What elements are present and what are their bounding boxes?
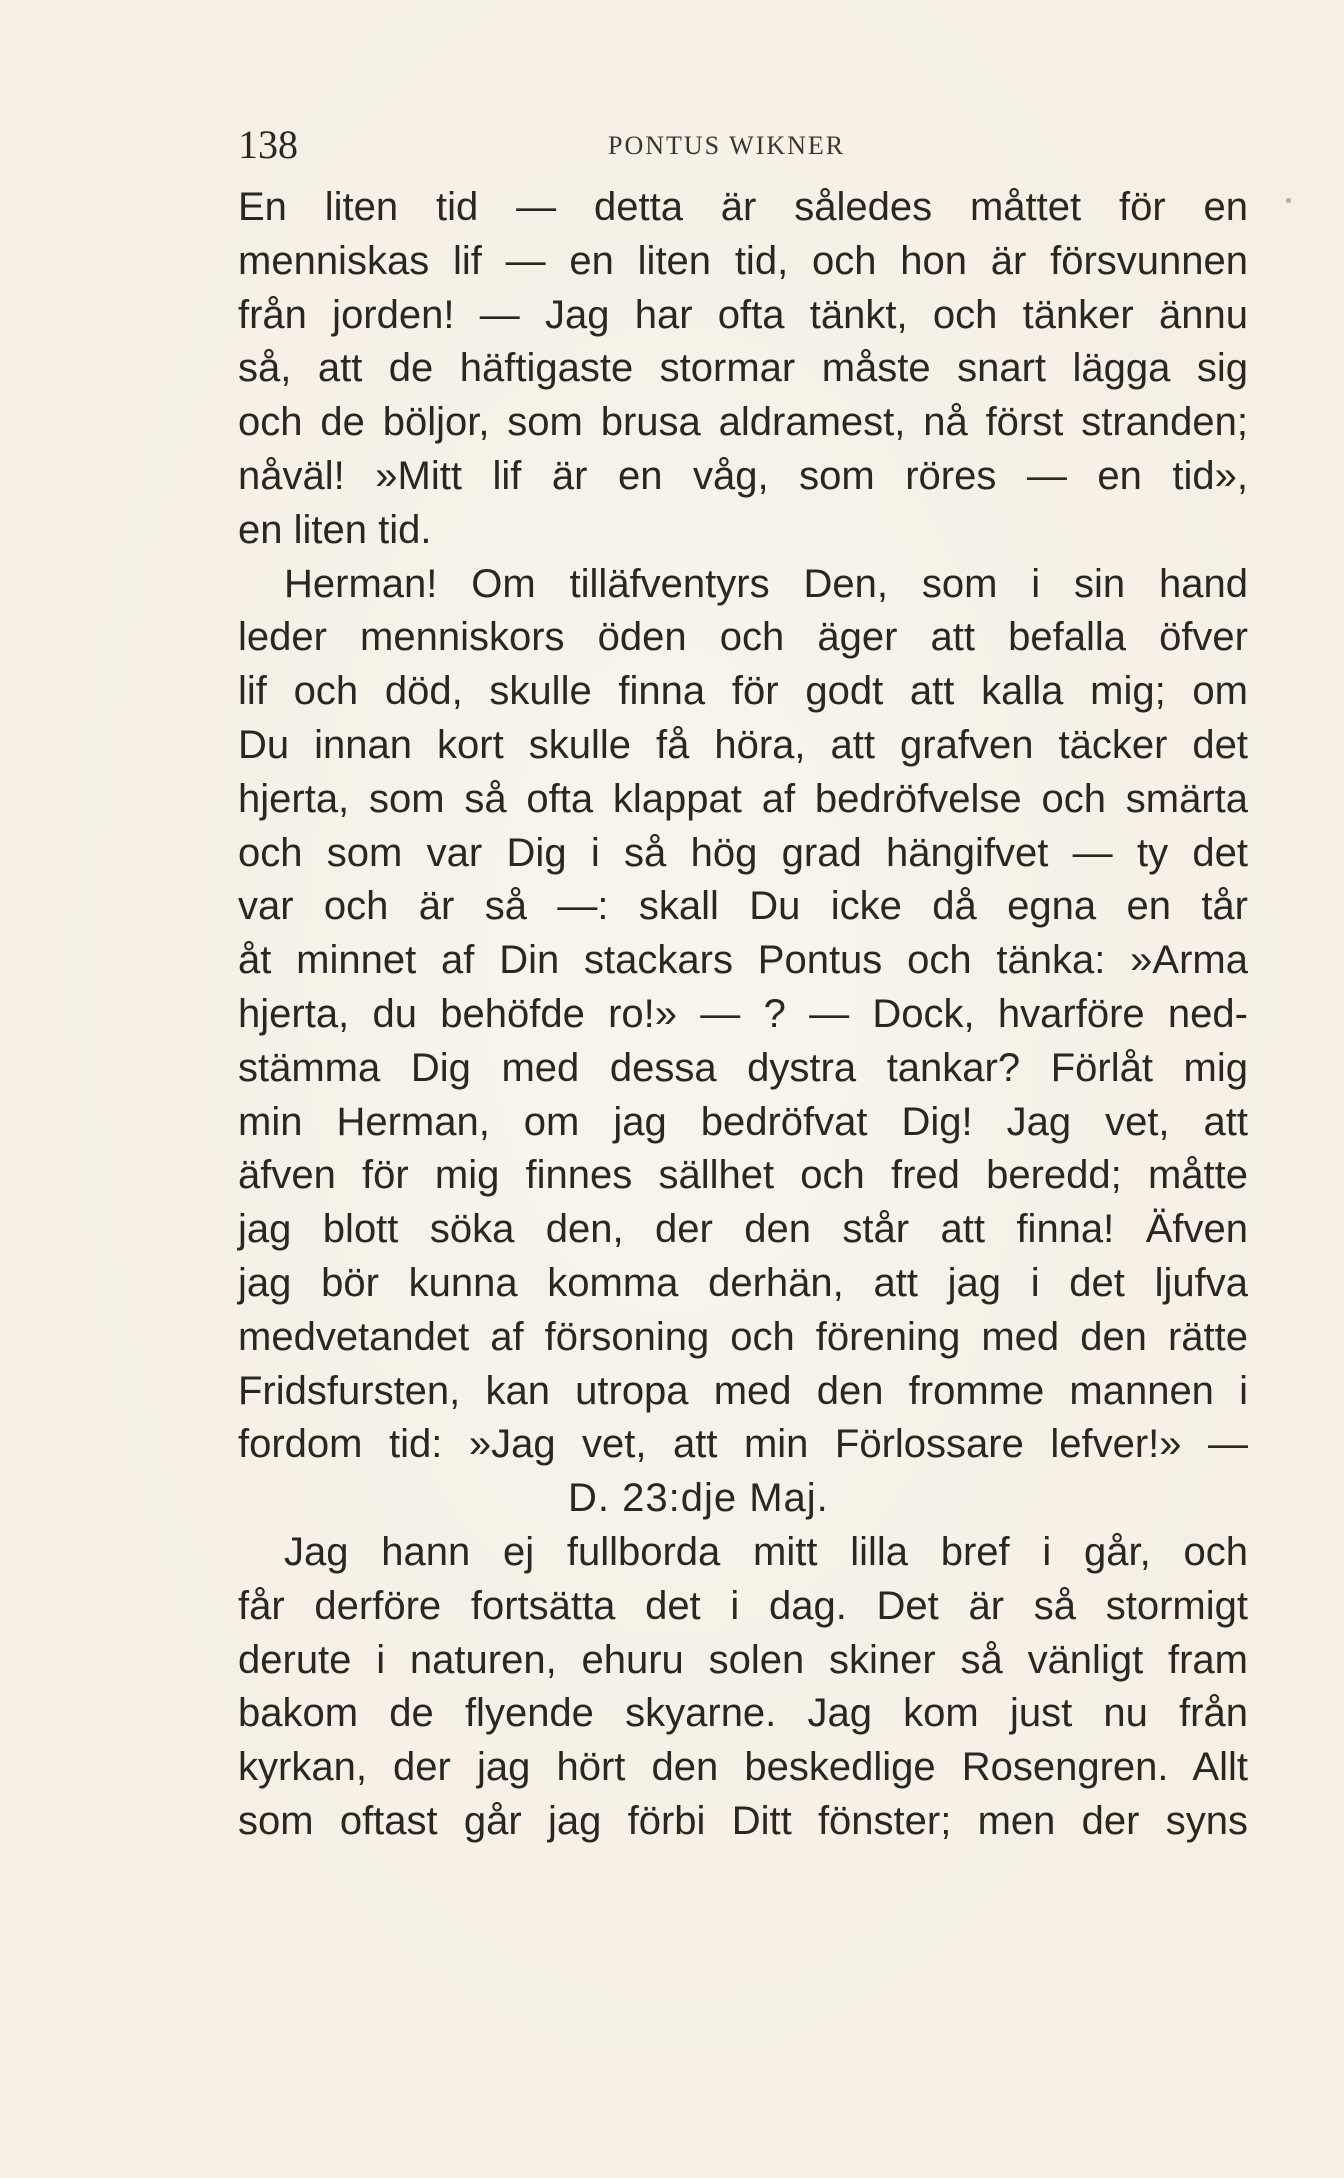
paragraph-start-line: Jag hann ej fullborda mitt lilla bref i går, och <box>284 1529 1248 1574</box>
text-line: hjerta, du behöfde ro!» — ? — Dock, hvarföre ned- <box>238 991 1248 1036</box>
text-line: kyrkan, der jag hört den beskedlige Rosengren. Allt <box>238 1745 1248 1790</box>
text-line: nåväl! »Mitt lif är en våg, som röres — en tid», <box>238 453 1248 498</box>
text-line: stämma Dig med dessa dystra tankar? Förlåt mig <box>238 1045 1248 1090</box>
text-line: får derföre fortsätta det i dag. Det är så stormigt <box>238 1583 1248 1628</box>
text-line: hjerta, som så ofta klappat af bedröfvelse och smärta <box>238 776 1248 821</box>
text-line: och som var Dig i så hög grad hängifvet — ty det <box>238 830 1248 875</box>
text-line: och de böljor, som brusa aldramest, nå först stranden; <box>238 400 1248 445</box>
text-line: leder menniskors öden och äger att befalla öfver <box>238 615 1248 660</box>
running-head: PONTUS WIKNER <box>608 131 846 160</box>
text-line: menniskas lif — en liten tid, och hon är försvunnen <box>238 238 1248 283</box>
text-line: min Herman, om jag bedröfvat Dig! Jag vet, att <box>238 1099 1248 1144</box>
text-line: En liten tid — detta är således måttet för en <box>238 185 1248 229</box>
page-header <box>238 120 888 170</box>
text-line: så, att de häftigaste stormar måste snart lägga sig <box>238 346 1248 391</box>
date-heading: D. 23:dje Maj. <box>568 1476 829 1521</box>
text-line: lif och död, skulle finna för godt att kalla mig; om <box>238 669 1248 714</box>
margin-speck <box>1286 198 1291 203</box>
paragraph-start-line: Herman! Om tilläfventyrs Den, som i sin hand <box>284 561 1248 606</box>
text-line: Fridsfursten, kan utropa med den fromme mannen i <box>238 1368 1248 1413</box>
text-line: åt minnet af Din stackars Pontus och tänka: »Arma <box>238 938 1248 983</box>
text-line: från jorden! — Jag har ofta tänkt, och tänker ännu <box>238 292 1248 337</box>
text-line: en liten tid. <box>238 507 432 552</box>
text-line: fordom tid: »Jag vet, att min Förlossare lefver!» — <box>238 1422 1248 1467</box>
text-line: derute i naturen, ehuru solen skiner så vänligt fram <box>238 1637 1248 1682</box>
text-line: jag blott söka den, der den står att finna! Äfven <box>238 1207 1248 1252</box>
text-line: äfven för mig finnes sällhet och fred beredd; måtte <box>238 1153 1248 1198</box>
page-number: 138 <box>238 122 298 167</box>
text-line: Du innan kort skulle få höra, att grafven täcker det <box>238 722 1248 767</box>
text-line: bakom de flyende skyarne. Jag kom just nu från <box>238 1691 1248 1736</box>
body-text <box>238 181 1248 1849</box>
text-line: som oftast går jag förbi Ditt fönster; men der syns <box>238 1798 1248 1843</box>
text-line: jag bör kunna komma derhän, att jag i det ljufva <box>238 1260 1248 1305</box>
text-line: var och är så —: skall Du icke då egna en tår <box>238 884 1248 929</box>
text-line: medvetandet af försoning och förening med den rätte <box>238 1314 1248 1359</box>
